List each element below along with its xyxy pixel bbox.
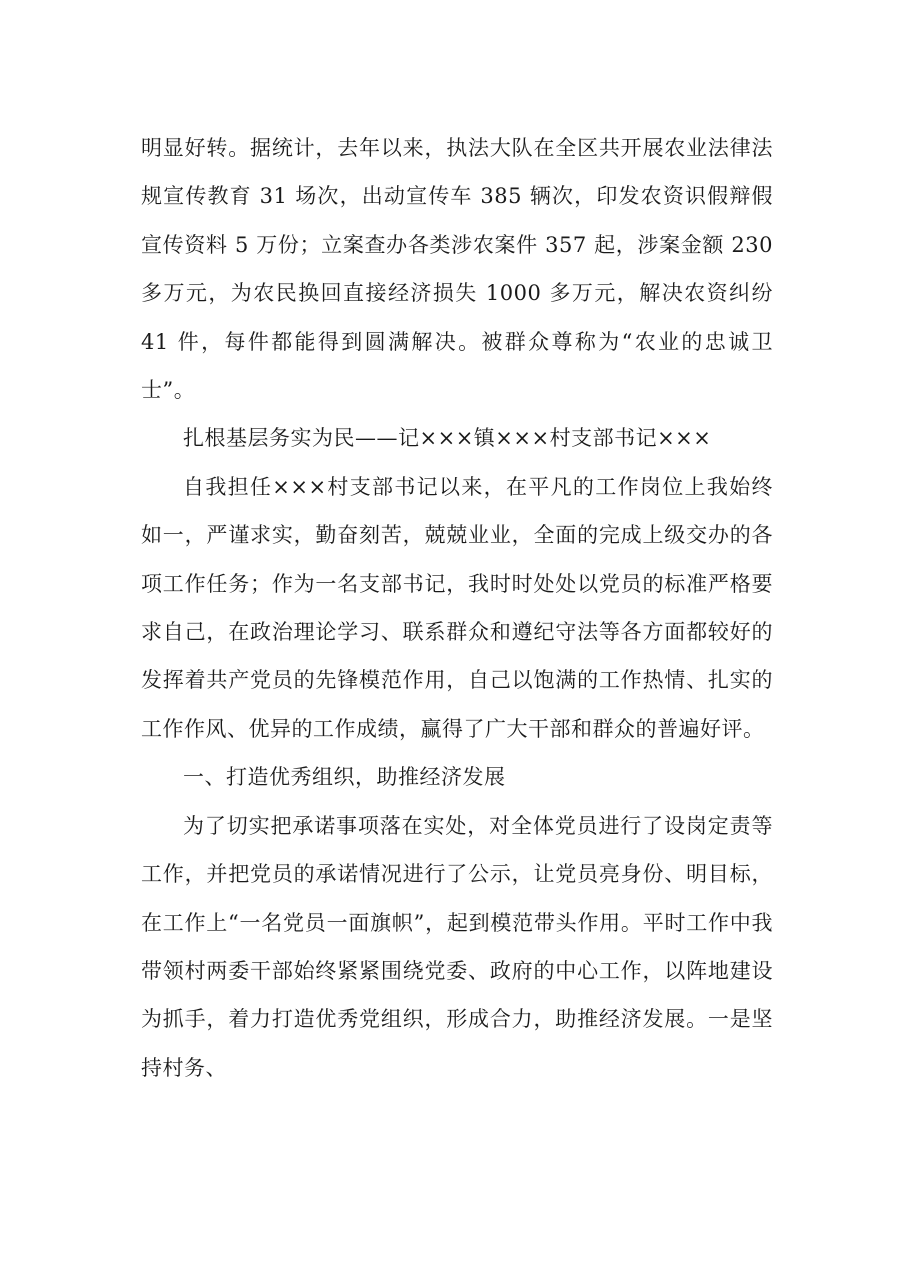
paragraph-section-1: 为了切实把承诺事项落在实处，对全体党员进行了设岗定责等工作，并把党员的承诺情况进行了公示，让党员亮身份、明目标，在工作上“一名党员一面旗帜”，起到模范带头作用。平时工作中我带领村两委干部始终紧紧围绕党委、政府的中心工作，以阵地建设为抓手，着力打造优秀党组织，形成合力，助推经济发展。一是坚持村务、 xyxy=(141,813,773,1080)
paragraph-statistics: 明显好转。据统计，去年以来，执法大队在全区共开展农业法律法规宣传教育 31 场次，出动宣传车 385 辆次，印发农资识假辩假宣传资料 5 万份；立案查办各类涉农案件 357 起，涉案金额 230 多万元，为农民换回直接经济损失 1000 多万元，解决农资纠纷 41 件，每件都能得到圆满解决。被群众尊称为“农业的忠诚卫士”。 xyxy=(141,136,773,403)
document-body xyxy=(141,124,773,1092)
paragraph-introduction: 自我担任×××村支部书记以来，在平凡的工作岗位上我始终如一，严谨求实，勤奋刻苦，兢兢业业，全面的完成上级交办的各项工作任务；作为一名支部书记，我时时处处以党员的标准严格要求自己，在政治理论学习、联系群众和遵纪守法等各方面都较好的发挥着共产党员的先锋模范作用，自己以饱满的工作热情、扎实的工作作风、优异的工作成绩，赢得了广大干部和群众的普遍好评。 xyxy=(141,474,773,741)
article-heading: 扎根基层务实为民——记×××镇×××村支部书记××× xyxy=(183,426,712,451)
section-heading-1: 一、打造优秀组织，助推经济发展 xyxy=(183,765,506,790)
